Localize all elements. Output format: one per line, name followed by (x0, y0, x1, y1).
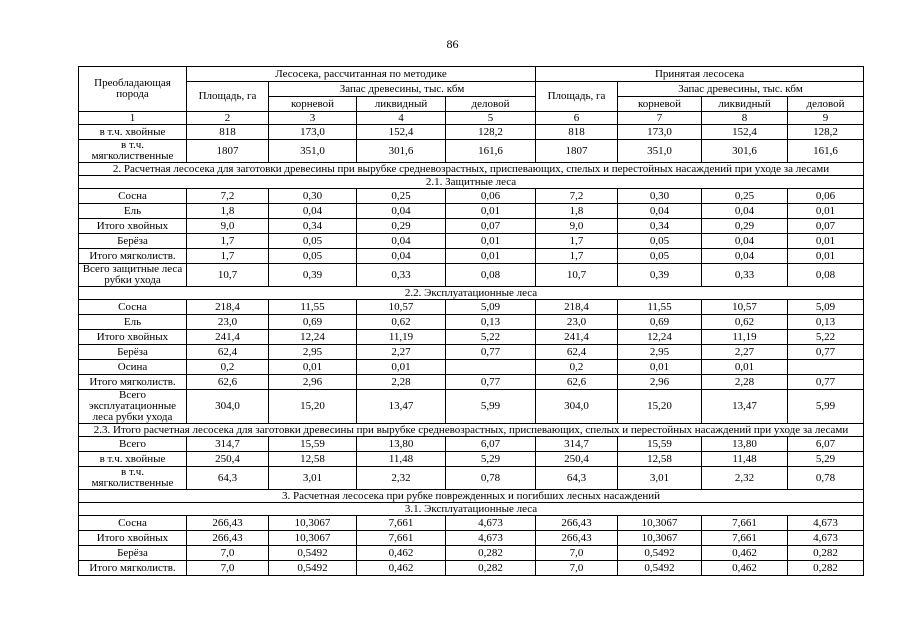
value-cell: 62,4 (187, 345, 269, 360)
header-liquid-accepted: ликвидный (702, 97, 788, 112)
breed-name-cell: в т.ч. мягколиственные (79, 467, 187, 490)
breed-name-cell: Ель (79, 204, 187, 219)
value-cell: 0,01 (618, 360, 702, 375)
table-row (79, 219, 864, 234)
section-heading-row (79, 424, 864, 437)
value-cell: 161,6 (788, 140, 864, 163)
value-cell: 3,01 (269, 467, 357, 490)
value-cell: 11,55 (618, 300, 702, 315)
value-cell: 0,282 (446, 546, 536, 561)
value-cell: 12,24 (269, 330, 357, 345)
column-number: 4 (357, 112, 446, 125)
value-cell: 5,99 (446, 390, 536, 424)
table-row (79, 330, 864, 345)
value-cell: 0,04 (357, 204, 446, 219)
value-cell: 0,462 (357, 546, 446, 561)
value-cell: 12,58 (269, 452, 357, 467)
value-cell: 161,6 (446, 140, 536, 163)
table-row (79, 249, 864, 264)
column-number: 1 (79, 112, 187, 125)
value-cell: 304,0 (536, 390, 618, 424)
value-cell: 0,13 (446, 315, 536, 330)
value-cell: 0,33 (357, 264, 446, 287)
value-cell: 2,27 (702, 345, 788, 360)
value-cell: 314,7 (536, 437, 618, 452)
section-heading-row (79, 490, 864, 503)
value-cell: 5,99 (788, 390, 864, 424)
value-cell: 7,0 (187, 561, 269, 576)
value-cell: 0,69 (618, 315, 702, 330)
value-cell: 0,282 (446, 561, 536, 576)
value-cell: 0,25 (702, 189, 788, 204)
breed-name-cell: Итого хвойных (79, 531, 187, 546)
column-numbers-row (79, 112, 864, 125)
section-heading: 2.2. Эксплуатационные леса (79, 287, 864, 300)
value-cell: 0,30 (269, 189, 357, 204)
value-cell: 0,39 (269, 264, 357, 287)
column-number: 2 (187, 112, 269, 125)
value-cell: 0,29 (357, 219, 446, 234)
value-cell: 301,6 (702, 140, 788, 163)
value-cell: 7,2 (536, 189, 618, 204)
value-cell: 351,0 (269, 140, 357, 163)
table-row (79, 390, 864, 424)
header-business-accepted: деловой (788, 97, 864, 112)
value-cell: 0,62 (357, 315, 446, 330)
value-cell: 15,20 (269, 390, 357, 424)
value-cell: 0,5492 (618, 561, 702, 576)
breed-name-cell: Берёза (79, 345, 187, 360)
value-cell: 62,6 (536, 375, 618, 390)
value-cell: 0,04 (618, 204, 702, 219)
breed-name-cell: в т.ч. хвойные (79, 125, 187, 140)
value-cell: 0,5492 (269, 546, 357, 561)
value-cell: 301,6 (357, 140, 446, 163)
value-cell: 0,77 (446, 375, 536, 390)
breed-name-cell: Всего (79, 437, 187, 452)
value-cell: 266,43 (187, 516, 269, 531)
value-cell: 0,05 (269, 234, 357, 249)
value-cell: 1,8 (536, 204, 618, 219)
column-number: 8 (702, 112, 788, 125)
value-cell: 11,55 (269, 300, 357, 315)
value-cell: 13,47 (702, 390, 788, 424)
column-number: 9 (788, 112, 864, 125)
value-cell: 5,29 (446, 452, 536, 467)
value-cell: 250,4 (187, 452, 269, 467)
value-cell: 7,661 (702, 531, 788, 546)
value-cell: 7,2 (187, 189, 269, 204)
header-area-method: Площадь, га (187, 82, 269, 112)
value-cell: 2,32 (357, 467, 446, 490)
breed-name-cell: Сосна (79, 516, 187, 531)
value-cell: 15,59 (269, 437, 357, 452)
value-cell: 4,673 (446, 516, 536, 531)
value-cell: 7,0 (187, 546, 269, 561)
value-cell: 0,05 (618, 234, 702, 249)
section-heading-row (79, 287, 864, 300)
value-cell: 6,07 (788, 437, 864, 452)
value-cell: 2,28 (702, 375, 788, 390)
value-cell: 218,4 (536, 300, 618, 315)
column-number: 7 (618, 112, 702, 125)
value-cell: 62,6 (187, 375, 269, 390)
header-stock-method: Запас древесины, тыс. кбм (269, 82, 536, 97)
value-cell: 0,07 (446, 219, 536, 234)
table-row (79, 315, 864, 330)
value-cell: 2,28 (357, 375, 446, 390)
value-cell: 3,01 (618, 467, 702, 490)
value-cell: 9,0 (536, 219, 618, 234)
table-row (79, 204, 864, 219)
table-row (79, 561, 864, 576)
table-row (79, 467, 864, 490)
value-cell: 64,3 (187, 467, 269, 490)
value-cell: 0,5492 (618, 546, 702, 561)
value-cell: 266,43 (536, 531, 618, 546)
value-cell: 0,282 (788, 546, 864, 561)
value-cell: 0,04 (702, 249, 788, 264)
breed-name-cell: Берёза (79, 234, 187, 249)
value-cell: 5,29 (788, 452, 864, 467)
breed-name-cell: Сосна (79, 300, 187, 315)
value-cell: 5,09 (446, 300, 536, 315)
value-cell: 0,39 (618, 264, 702, 287)
value-cell: 0,08 (446, 264, 536, 287)
value-cell: 0,77 (788, 345, 864, 360)
value-cell: 7,661 (357, 531, 446, 546)
value-cell: 128,2 (446, 125, 536, 140)
value-cell: 0,01 (446, 204, 536, 219)
breed-name-cell: Берёза (79, 546, 187, 561)
value-cell: 10,7 (536, 264, 618, 287)
value-cell: 0,2 (536, 360, 618, 375)
breed-name-cell: Осина (79, 360, 187, 375)
section-heading-row (79, 503, 864, 516)
value-cell: 0,30 (618, 189, 702, 204)
value-cell: 10,57 (357, 300, 446, 315)
value-cell: 0,07 (788, 219, 864, 234)
value-cell: 0,5492 (269, 561, 357, 576)
header-root-method: корневой (269, 97, 357, 112)
value-cell: 0,01 (357, 360, 446, 375)
value-cell: 2,95 (269, 345, 357, 360)
breed-name-cell: в т.ч. мягколиственные (79, 140, 187, 163)
value-cell: 9,0 (187, 219, 269, 234)
value-cell: 62,4 (536, 345, 618, 360)
value-cell: 304,0 (187, 390, 269, 424)
table-row (79, 452, 864, 467)
value-cell: 10,7 (187, 264, 269, 287)
value-cell: 7,0 (536, 546, 618, 561)
value-cell: 5,09 (788, 300, 864, 315)
section-heading: 2.3. Итого расчетная лесосека для заготовки древесины при вырубке средневозрастных, приспевающих, спелых и перестойных насаждений при уходе за лесами (79, 424, 864, 437)
value-cell: 1,8 (187, 204, 269, 219)
value-cell: 0,33 (702, 264, 788, 287)
value-cell: 266,43 (536, 516, 618, 531)
header-area-accepted: Площадь, га (536, 82, 618, 112)
value-cell: 0,77 (788, 375, 864, 390)
value-cell: 7,0 (536, 561, 618, 576)
column-number: 6 (536, 112, 618, 125)
value-cell: 0,13 (788, 315, 864, 330)
table-row (79, 516, 864, 531)
value-cell: 23,0 (187, 315, 269, 330)
value-cell: 10,3067 (269, 531, 357, 546)
value-cell: 12,58 (618, 452, 702, 467)
value-cell: 11,19 (702, 330, 788, 345)
value-cell: 2,32 (702, 467, 788, 490)
value-cell: 314,7 (187, 437, 269, 452)
value-cell: 0,78 (788, 467, 864, 490)
value-cell: 128,2 (788, 125, 864, 140)
value-cell (446, 360, 536, 375)
section-heading: 3.1. Эксплуатационные леса (79, 503, 864, 516)
value-cell: 218,4 (187, 300, 269, 315)
value-cell: 0,01 (446, 234, 536, 249)
table-row (79, 546, 864, 561)
value-cell: 13,80 (357, 437, 446, 452)
value-cell: 818 (187, 125, 269, 140)
value-cell: 0,01 (446, 249, 536, 264)
value-cell: 11,19 (357, 330, 446, 345)
value-cell: 152,4 (357, 125, 446, 140)
table-row (79, 531, 864, 546)
table-row (79, 264, 864, 287)
value-cell: 818 (536, 125, 618, 140)
forest-cut-table (78, 66, 864, 576)
table-row (79, 189, 864, 204)
value-cell: 15,20 (618, 390, 702, 424)
value-cell: 23,0 (536, 315, 618, 330)
value-cell: 250,4 (536, 452, 618, 467)
value-cell: 11,48 (702, 452, 788, 467)
value-cell: 5,22 (788, 330, 864, 345)
value-cell: 173,0 (618, 125, 702, 140)
value-cell: 0,01 (788, 234, 864, 249)
value-cell: 0,01 (788, 204, 864, 219)
value-cell: 64,3 (536, 467, 618, 490)
value-cell: 2,27 (357, 345, 446, 360)
table-row (79, 375, 864, 390)
breed-name-cell: в т.ч. хвойные (79, 452, 187, 467)
value-cell: 7,661 (702, 516, 788, 531)
value-cell: 0,462 (357, 561, 446, 576)
value-cell: 173,0 (269, 125, 357, 140)
value-cell: 0,01 (788, 249, 864, 264)
value-cell: 0,34 (618, 219, 702, 234)
value-cell: 2,96 (269, 375, 357, 390)
breed-name-cell: Итого мягколиств. (79, 249, 187, 264)
breed-name-cell: Всего эксплуатационные леса рубки ухода (79, 390, 187, 424)
value-cell: 0,69 (269, 315, 357, 330)
section-heading: 2. Расчетная лесосека для заготовки древесины при вырубке средневозрастных, приспевающих, спелых и перестойных насаждений при уходе за лесами (79, 163, 864, 176)
value-cell: 0,06 (446, 189, 536, 204)
value-cell: 5,22 (446, 330, 536, 345)
section-heading-row (79, 176, 864, 189)
value-cell: 0,462 (702, 561, 788, 576)
value-cell: 0,78 (446, 467, 536, 490)
value-cell: 4,673 (788, 531, 864, 546)
header-breed: Преобладающая порода (79, 67, 187, 112)
column-number: 5 (446, 112, 536, 125)
value-cell: 0,08 (788, 264, 864, 287)
value-cell: 152,4 (702, 125, 788, 140)
header-stock-accepted: Запас древесины, тыс. кбм (618, 82, 864, 97)
header-root-accepted: корневой (618, 97, 702, 112)
value-cell: 15,59 (618, 437, 702, 452)
value-cell: 10,57 (702, 300, 788, 315)
value-cell: 10,3067 (618, 516, 702, 531)
breed-name-cell: Итого хвойных (79, 219, 187, 234)
value-cell: 0,282 (788, 561, 864, 576)
header-liquid-method: ликвидный (357, 97, 446, 112)
header-accepted-group: Принятая лесосека (536, 67, 864, 82)
column-number: 3 (269, 112, 357, 125)
value-cell: 0,06 (788, 189, 864, 204)
breed-name-cell: Всего защитные леса рубки ухода (79, 264, 187, 287)
value-cell: 2,96 (618, 375, 702, 390)
table-row (79, 125, 864, 140)
value-cell: 13,47 (357, 390, 446, 424)
section-heading: 3. Расчетная лесосека при рубке поврежденных и погибших лесных насаждений (79, 490, 864, 503)
value-cell: 241,4 (536, 330, 618, 345)
value-cell: 0,01 (269, 360, 357, 375)
value-cell: 6,07 (446, 437, 536, 452)
value-cell: 1807 (536, 140, 618, 163)
value-cell (788, 360, 864, 375)
value-cell: 0,25 (357, 189, 446, 204)
table-row (79, 234, 864, 249)
table-row (79, 300, 864, 315)
breed-name-cell: Итого хвойных (79, 330, 187, 345)
value-cell: 10,3067 (269, 516, 357, 531)
value-cell: 4,673 (446, 531, 536, 546)
value-cell: 0,01 (702, 360, 788, 375)
table-row (79, 345, 864, 360)
value-cell: 0,04 (269, 204, 357, 219)
value-cell: 241,4 (187, 330, 269, 345)
header-business-method: деловой (446, 97, 536, 112)
section-heading-row (79, 163, 864, 176)
value-cell: 0,462 (702, 546, 788, 561)
value-cell: 0,05 (269, 249, 357, 264)
value-cell: 0,77 (446, 345, 536, 360)
table-row (79, 140, 864, 163)
value-cell: 4,673 (788, 516, 864, 531)
value-cell: 0,29 (702, 219, 788, 234)
breed-name-cell: Итого мягколиств. (79, 375, 187, 390)
value-cell: 0,34 (269, 219, 357, 234)
value-cell: 351,0 (618, 140, 702, 163)
value-cell: 13,80 (702, 437, 788, 452)
section-heading: 2.1. Защитные леса (79, 176, 864, 189)
value-cell: 1,7 (536, 234, 618, 249)
breed-name-cell: Итого мягколиств. (79, 561, 187, 576)
value-cell: 0,04 (357, 249, 446, 264)
value-cell: 1,7 (187, 249, 269, 264)
value-cell: 10,3067 (618, 531, 702, 546)
value-cell: 266,43 (187, 531, 269, 546)
page-number: 86 (446, 37, 459, 51)
value-cell: 1,7 (187, 234, 269, 249)
header-method-group: Лесосека, рассчитанная по методике (187, 67, 536, 82)
value-cell: 0,04 (357, 234, 446, 249)
value-cell: 0,2 (187, 360, 269, 375)
value-cell: 7,661 (357, 516, 446, 531)
value-cell: 12,24 (618, 330, 702, 345)
value-cell: 1807 (187, 140, 269, 163)
table-row (79, 360, 864, 375)
value-cell: 11,48 (357, 452, 446, 467)
value-cell: 2,95 (618, 345, 702, 360)
breed-name-cell: Ель (79, 315, 187, 330)
value-cell: 0,05 (618, 249, 702, 264)
value-cell: 0,04 (702, 234, 788, 249)
value-cell: 0,04 (702, 204, 788, 219)
breed-name-cell: Сосна (79, 189, 187, 204)
value-cell: 0,62 (702, 315, 788, 330)
table-row (79, 437, 864, 452)
value-cell: 1,7 (536, 249, 618, 264)
